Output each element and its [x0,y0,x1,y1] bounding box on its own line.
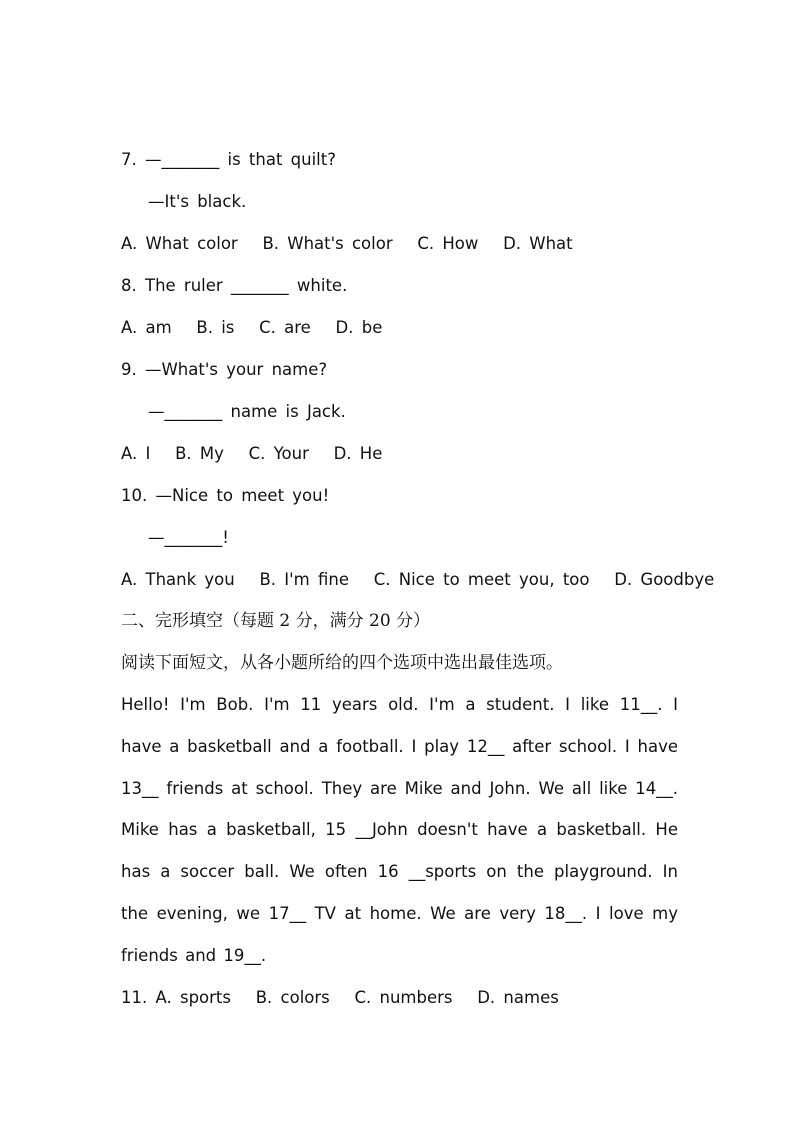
question-7-options: A. What color B. What's color C. How D. What [121,234,573,253]
question-7-stem: 7. —_______ is that quilt? [121,150,336,169]
section-2-heading: 二、完形填空（每题 2 分，满分 20 分） [121,611,431,631]
question-7-answer-line: —It's black. [148,192,247,211]
question-10-options: A. Thank you B. I'm fine C. Nice to meet you, too D. Goodbye [121,570,715,589]
question-9-answer-line: —_______ name is Jack. [148,402,346,421]
question-11-options: 11. A. sports B. colors C. numbers D. names [121,988,559,1007]
question-10-stem: 10. —Nice to meet you! [121,486,330,505]
question-10-answer-line: —_______! [148,528,229,547]
question-9-options: A. I B. My C. Your D. He [121,444,383,463]
section-2-instruction: 阅读下面短文，从各小题所给的四个选项中选出最佳选项。 [121,653,563,673]
question-9-stem: 9. —What's your name? [121,360,328,379]
question-8-stem: 8. The ruler _______ white. [121,276,348,295]
cloze-passage: Hello! I'm Bob. I'm 11 years old. I'm a student. I like 11__. I have a basketball and a football. I play 12__ after school. I have 13__ friends at school. They are Mike and John. We all like 14__. Mike has a basketball, 15 __John doesn't have a basketball. He has a soccer ball. We often 16 __sports on the playground. In the evening, we 17__ TV at home. We are very 18__. I love my friends and 19__. [121,695,678,965]
question-8-options: A. am B. is C. are D. be [121,318,383,337]
